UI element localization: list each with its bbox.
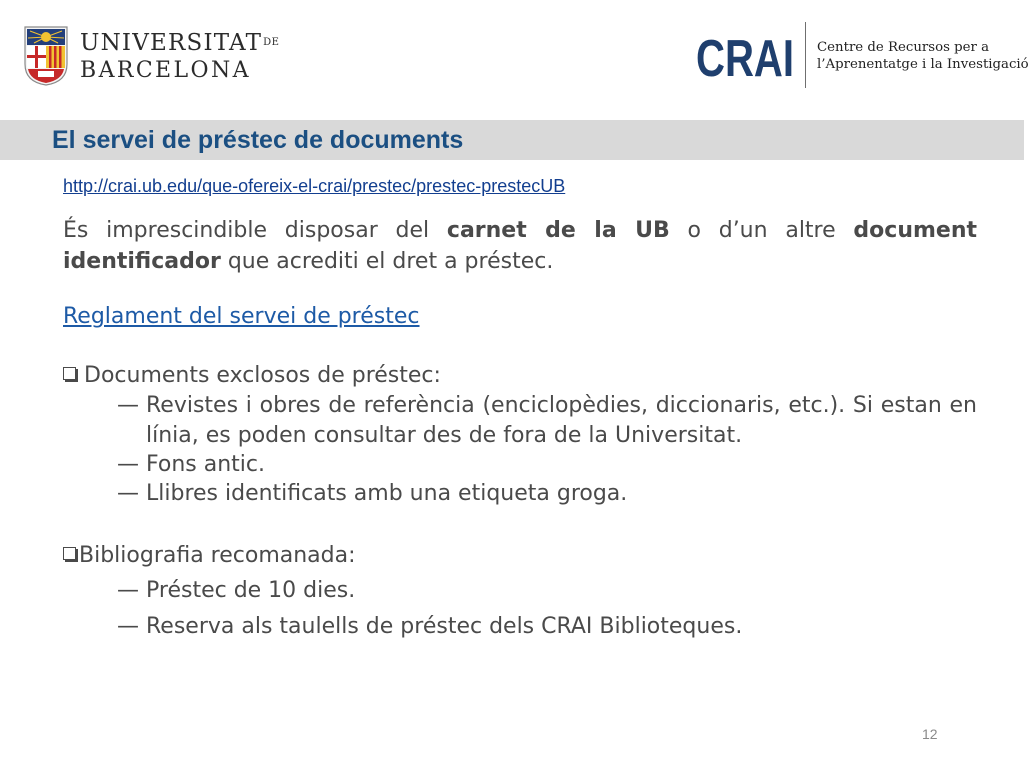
excluded-item — [117, 450, 265, 480]
ub-logo-de: DE — [263, 37, 280, 48]
bibliography-heading — [63, 541, 356, 571]
crai-logo — [696, 22, 1029, 90]
ub-logo-universitat: UNIVERSITAT — [80, 30, 263, 56]
bibliography-heading-text: Bibliografia recomanada: — [79, 543, 356, 568]
crai-divider — [805, 22, 806, 88]
dash-bullet: — — [117, 578, 139, 603]
para-text-3: que acrediti el dret a préstec. — [220, 249, 554, 274]
universitat-de-barcelona-logo — [24, 26, 280, 88]
slide-title: El servei de préstec de documents — [52, 126, 464, 154]
para-text-2: o d’un altre — [669, 218, 854, 243]
bibliography-item-text: Préstec de 10 dies. — [146, 578, 356, 603]
dash-bullet: — — [117, 614, 139, 639]
page-number: 12 — [922, 726, 938, 742]
regulation-link[interactable]: Reglament del servei de préstec — [63, 304, 420, 329]
excluded-item — [117, 391, 977, 451]
excluded-item-text: Revistes i obres de referència (enciclopèdies, diccionaris, etc.). Si estan en línia, es poden consultar des de fora de la Universitat. — [146, 393, 977, 448]
crai-full-name — [817, 39, 1029, 73]
excluded-heading-text: Documents exclosos de préstec: — [84, 363, 441, 388]
crai-wordmark-text: CRAI — [696, 30, 794, 88]
intro-paragraph — [63, 215, 977, 277]
excluded-item-text: Fons antic. — [146, 452, 265, 477]
checkbox-bullet-icon — [63, 547, 76, 560]
title-band — [0, 120, 1024, 160]
bibliography-item — [117, 576, 355, 606]
dash-bullet: — — [117, 452, 139, 477]
dash-bullet: — — [117, 393, 139, 418]
crai-name-line1: Centre de Recursos per a — [817, 40, 990, 55]
ub-logo-line2: BARCELONA — [80, 58, 251, 83]
bibliography-item — [117, 612, 742, 642]
para-bold-carnet: carnet de la UB — [446, 218, 670, 243]
bibliography-item-text: Reserva als taulells de préstec dels CRAI Biblioteques. — [146, 614, 743, 639]
excluded-heading — [63, 361, 441, 391]
para-bold-document: document identificador — [63, 218, 978, 274]
checkbox-bullet-icon — [63, 367, 76, 380]
dash-bullet: — — [117, 481, 139, 506]
prestec-url-link[interactable]: http://crai.ub.edu/que-ofereix-el-crai/prestec/prestec-prestecUB — [63, 176, 566, 196]
ub-shield-icon — [24, 26, 68, 86]
para-text-1: És imprescindible disposar del — [63, 218, 447, 243]
ub-logo-line1 — [80, 30, 279, 56]
crai-name-line2: l’Aprenentatge i la Investigació — [817, 57, 1029, 72]
crai-wordmark — [696, 28, 796, 88]
excluded-item — [117, 479, 627, 509]
excluded-item-text: Llibres identificats amb una etiqueta groga. — [146, 481, 628, 506]
